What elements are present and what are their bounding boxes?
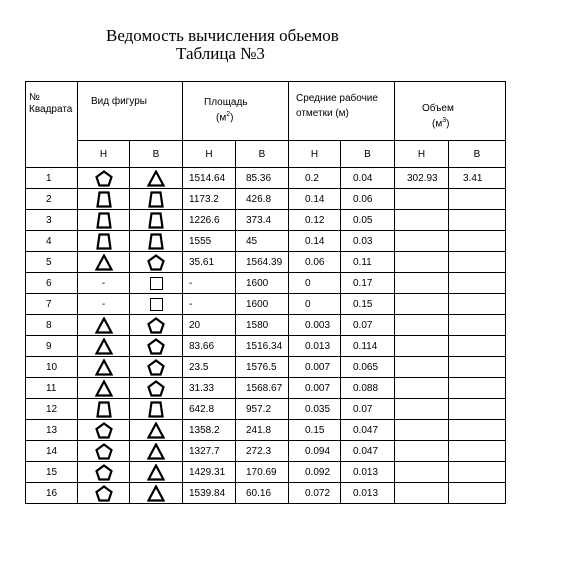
figure-h — [78, 273, 130, 294]
square-number: 14 — [26, 441, 78, 462]
area-b: 1600 — [236, 273, 289, 294]
mark-b: 0.07 — [341, 315, 395, 336]
title-line-1: Ведомость вычисления обьемов — [106, 26, 339, 45]
figure-b — [130, 378, 183, 399]
volume-h — [395, 378, 449, 399]
area-b: 1568.67 — [236, 378, 289, 399]
table-row — [26, 189, 563, 210]
table-row — [26, 294, 563, 315]
figure-b — [130, 420, 183, 441]
area-h: 642.8 — [183, 399, 236, 420]
table-row — [26, 273, 563, 294]
area-h: 1539.84 — [183, 483, 236, 504]
trapezoid-icon — [147, 233, 165, 250]
figure-b — [130, 336, 183, 357]
mark-b: 0.114 — [341, 336, 395, 357]
volume-b — [449, 357, 506, 378]
volume-h — [395, 483, 449, 504]
mark-h: 0.2 — [289, 168, 341, 189]
mark-h: 0.003 — [289, 315, 341, 336]
mark-h: 0 — [289, 294, 341, 315]
pentagon-icon — [95, 443, 113, 460]
trapezoid-icon — [95, 191, 113, 208]
header-figure-type — [78, 82, 183, 141]
figure-b — [130, 189, 183, 210]
mark-h: 0.007 — [289, 357, 341, 378]
figure-h — [78, 462, 130, 483]
volume-h — [395, 210, 449, 231]
header-square-no-symbol: № — [29, 92, 40, 103]
header-volume-unit: $(м^3)$ — [432, 117, 450, 130]
header-marks-line1: Средние рабочие — [296, 93, 378, 104]
title-line-2: Таблица №3 — [176, 44, 265, 63]
mark-b: 0.07 — [341, 399, 395, 420]
square-number: 7 — [26, 294, 78, 315]
square-number: 3 — [26, 210, 78, 231]
area-h: 1555 — [183, 231, 236, 252]
figure-h — [78, 315, 130, 336]
mark-b: 0.04 — [341, 168, 395, 189]
trapezoid-icon — [95, 401, 113, 418]
table-row — [26, 420, 563, 441]
square-number: 16 — [26, 483, 78, 504]
header-square-no — [26, 82, 78, 168]
area-b: 373.4 — [236, 210, 289, 231]
triangle-icon — [95, 380, 113, 397]
area-h: 1358.2 — [183, 420, 236, 441]
volume-b: 3.41 — [449, 168, 506, 189]
trapezoid-icon — [147, 191, 165, 208]
volume-b — [449, 399, 506, 420]
volume-b — [449, 315, 506, 336]
area-h: 23.5 — [183, 357, 236, 378]
area-h: 1173.2 — [183, 189, 236, 210]
figure-h — [78, 336, 130, 357]
mark-b: 0.088 — [341, 378, 395, 399]
pentagon-icon — [95, 464, 113, 481]
header-volume-label: Объем — [422, 103, 454, 114]
square-icon — [150, 298, 163, 311]
figure-h — [78, 252, 130, 273]
volume-h — [395, 462, 449, 483]
pentagon-icon — [95, 422, 113, 439]
volume-b — [449, 462, 506, 483]
square-number: 1 — [26, 168, 78, 189]
figure-h — [78, 294, 130, 315]
subheader-area-b: В — [236, 141, 289, 168]
area-b: 60.16 — [236, 483, 289, 504]
square-icon — [150, 277, 163, 290]
figure-h — [78, 231, 130, 252]
mark-b: 0.047 — [341, 441, 395, 462]
area-h: - — [183, 294, 236, 315]
header-area-label: Площадь — [204, 97, 248, 108]
mark-h: 0.072 — [289, 483, 341, 504]
mark-b: 0.06 — [341, 189, 395, 210]
triangle-icon — [147, 464, 165, 481]
volume-b — [449, 378, 506, 399]
trapezoid-icon — [95, 212, 113, 229]
mark-b: 0.17 — [341, 273, 395, 294]
area-h: 1226.6 — [183, 210, 236, 231]
area-b: 1600 — [236, 294, 289, 315]
volume-b — [449, 273, 506, 294]
pentagon-icon — [147, 254, 165, 271]
mark-h: 0.013 — [289, 336, 341, 357]
subheader-row — [26, 141, 563, 168]
mark-b: 0.065 — [341, 357, 395, 378]
trapezoid-icon — [95, 233, 113, 250]
mark-b: 0.013 — [341, 483, 395, 504]
figure-b — [130, 210, 183, 231]
area-b: 1564.39 — [236, 252, 289, 273]
square-number: 8 — [26, 315, 78, 336]
subheader-figure-b: В — [130, 141, 183, 168]
area-h: 1327.7 — [183, 441, 236, 462]
pentagon-icon — [147, 359, 165, 376]
triangle-icon — [95, 338, 113, 355]
mark-h: 0.092 — [289, 462, 341, 483]
table-row — [26, 231, 563, 252]
figure-b — [130, 357, 183, 378]
figure-b — [130, 483, 183, 504]
header-area-unit: $(м^2)$ — [216, 111, 234, 124]
trapezoid-icon — [147, 401, 165, 418]
mark-h: 0.14 — [289, 189, 341, 210]
mark-b: 0.013 — [341, 462, 395, 483]
figure-h — [78, 441, 130, 462]
header-volume — [395, 82, 506, 141]
area-b: 1580 — [236, 315, 289, 336]
area-b: 85.36 — [236, 168, 289, 189]
table-row — [26, 315, 563, 336]
dash-mark: - — [101, 298, 106, 310]
area-b: 45 — [236, 231, 289, 252]
volume-h — [395, 441, 449, 462]
square-number: 9 — [26, 336, 78, 357]
figure-h — [78, 357, 130, 378]
triangle-icon — [147, 485, 165, 502]
area-b: 241.8 — [236, 420, 289, 441]
table-row — [26, 210, 563, 231]
figure-h — [78, 189, 130, 210]
figure-h — [78, 420, 130, 441]
volume-b — [449, 336, 506, 357]
square-number: 4 — [26, 231, 78, 252]
square-number: 13 — [26, 420, 78, 441]
volume-h — [395, 294, 449, 315]
volume-h — [395, 252, 449, 273]
volume-b — [449, 231, 506, 252]
subheader-area-h: Н — [183, 141, 236, 168]
header-working-marks — [289, 82, 395, 141]
mark-h: 0.14 — [289, 231, 341, 252]
mark-h: 0.12 — [289, 210, 341, 231]
header-square-no-label: Квадрата — [29, 104, 73, 115]
volume-h — [395, 399, 449, 420]
area-h: 1514.64 — [183, 168, 236, 189]
area-h: - — [183, 273, 236, 294]
table-row — [26, 399, 563, 420]
header-figure-type-label: Вид фигуры — [91, 96, 147, 107]
figure-b — [130, 462, 183, 483]
table-row — [26, 357, 563, 378]
figure-h — [78, 378, 130, 399]
figure-b — [130, 399, 183, 420]
area-h: 83.66 — [183, 336, 236, 357]
triangle-icon — [147, 170, 165, 187]
square-number: 2 — [26, 189, 78, 210]
square-number: 10 — [26, 357, 78, 378]
square-number: 5 — [26, 252, 78, 273]
mark-b: 0.03 — [341, 231, 395, 252]
square-number: 6 — [26, 273, 78, 294]
volume-b — [449, 210, 506, 231]
figure-b — [130, 441, 183, 462]
figure-b — [130, 252, 183, 273]
mark-h: 0.06 — [289, 252, 341, 273]
header-area — [183, 82, 289, 141]
volume-h — [395, 273, 449, 294]
pentagon-icon — [147, 380, 165, 397]
area-b: 426.8 — [236, 189, 289, 210]
volume-h — [395, 420, 449, 441]
pentagon-icon — [147, 338, 165, 355]
triangle-icon — [95, 359, 113, 376]
table-row — [26, 252, 563, 273]
mark-b: 0.15 — [341, 294, 395, 315]
square-number: 12 — [26, 399, 78, 420]
pentagon-icon — [95, 485, 113, 502]
volume-h: 302.93 — [395, 168, 449, 189]
mark-h: 0 — [289, 273, 341, 294]
area-h: 1429.31 — [183, 462, 236, 483]
mark-h: 0.094 — [289, 441, 341, 462]
figure-b — [130, 273, 183, 294]
volume-h — [395, 315, 449, 336]
figure-b — [130, 231, 183, 252]
area-h: 20 — [183, 315, 236, 336]
mark-h: 0.15 — [289, 420, 341, 441]
volume-h — [395, 231, 449, 252]
figure-h — [78, 210, 130, 231]
volume-b — [449, 441, 506, 462]
table-row — [26, 336, 563, 357]
area-b: 272.3 — [236, 441, 289, 462]
figure-h — [78, 483, 130, 504]
area-h: 35.61 — [183, 252, 236, 273]
table-row — [26, 441, 563, 462]
figure-h — [78, 399, 130, 420]
square-number: 11 — [26, 378, 78, 399]
area-b: 1516.34 — [236, 336, 289, 357]
mark-b: 0.05 — [341, 210, 395, 231]
table-row — [26, 378, 563, 399]
figure-b — [130, 294, 183, 315]
area-b: 957.2 — [236, 399, 289, 420]
volume-b — [449, 294, 506, 315]
area-b: 1576.5 — [236, 357, 289, 378]
area-h: 31.33 — [183, 378, 236, 399]
volume-b — [449, 483, 506, 504]
volume-table — [25, 81, 563, 504]
subheader-volume-b: В — [449, 141, 506, 168]
table-row — [26, 483, 563, 504]
mark-b: 0.047 — [341, 420, 395, 441]
header-marks-line2: отметки (м) — [296, 108, 349, 119]
square-number: 15 — [26, 462, 78, 483]
mark-h: 0.007 — [289, 378, 341, 399]
dash-mark: - — [101, 277, 106, 289]
pentagon-icon — [95, 170, 113, 187]
volume-b — [449, 252, 506, 273]
figure-b — [130, 315, 183, 336]
subheader-volume-h: Н — [395, 141, 449, 168]
subheader-marks-h: Н — [289, 141, 341, 168]
triangle-icon — [95, 254, 113, 271]
volume-b — [449, 189, 506, 210]
figure-h — [78, 168, 130, 189]
header-row — [26, 82, 563, 141]
pentagon-icon — [147, 317, 165, 334]
mark-b: 0.11 — [341, 252, 395, 273]
subheader-marks-b: В — [341, 141, 395, 168]
subheader-figure-h: Н — [78, 141, 130, 168]
triangle-icon — [147, 422, 165, 439]
mark-h: 0.035 — [289, 399, 341, 420]
triangle-icon — [95, 317, 113, 334]
volume-b — [449, 420, 506, 441]
volume-h — [395, 189, 449, 210]
table-row — [26, 462, 563, 483]
table-row — [26, 168, 563, 189]
figure-b — [130, 168, 183, 189]
area-b: 170.69 — [236, 462, 289, 483]
volume-h — [395, 357, 449, 378]
volume-h — [395, 336, 449, 357]
triangle-icon — [147, 443, 165, 460]
trapezoid-icon — [147, 212, 165, 229]
